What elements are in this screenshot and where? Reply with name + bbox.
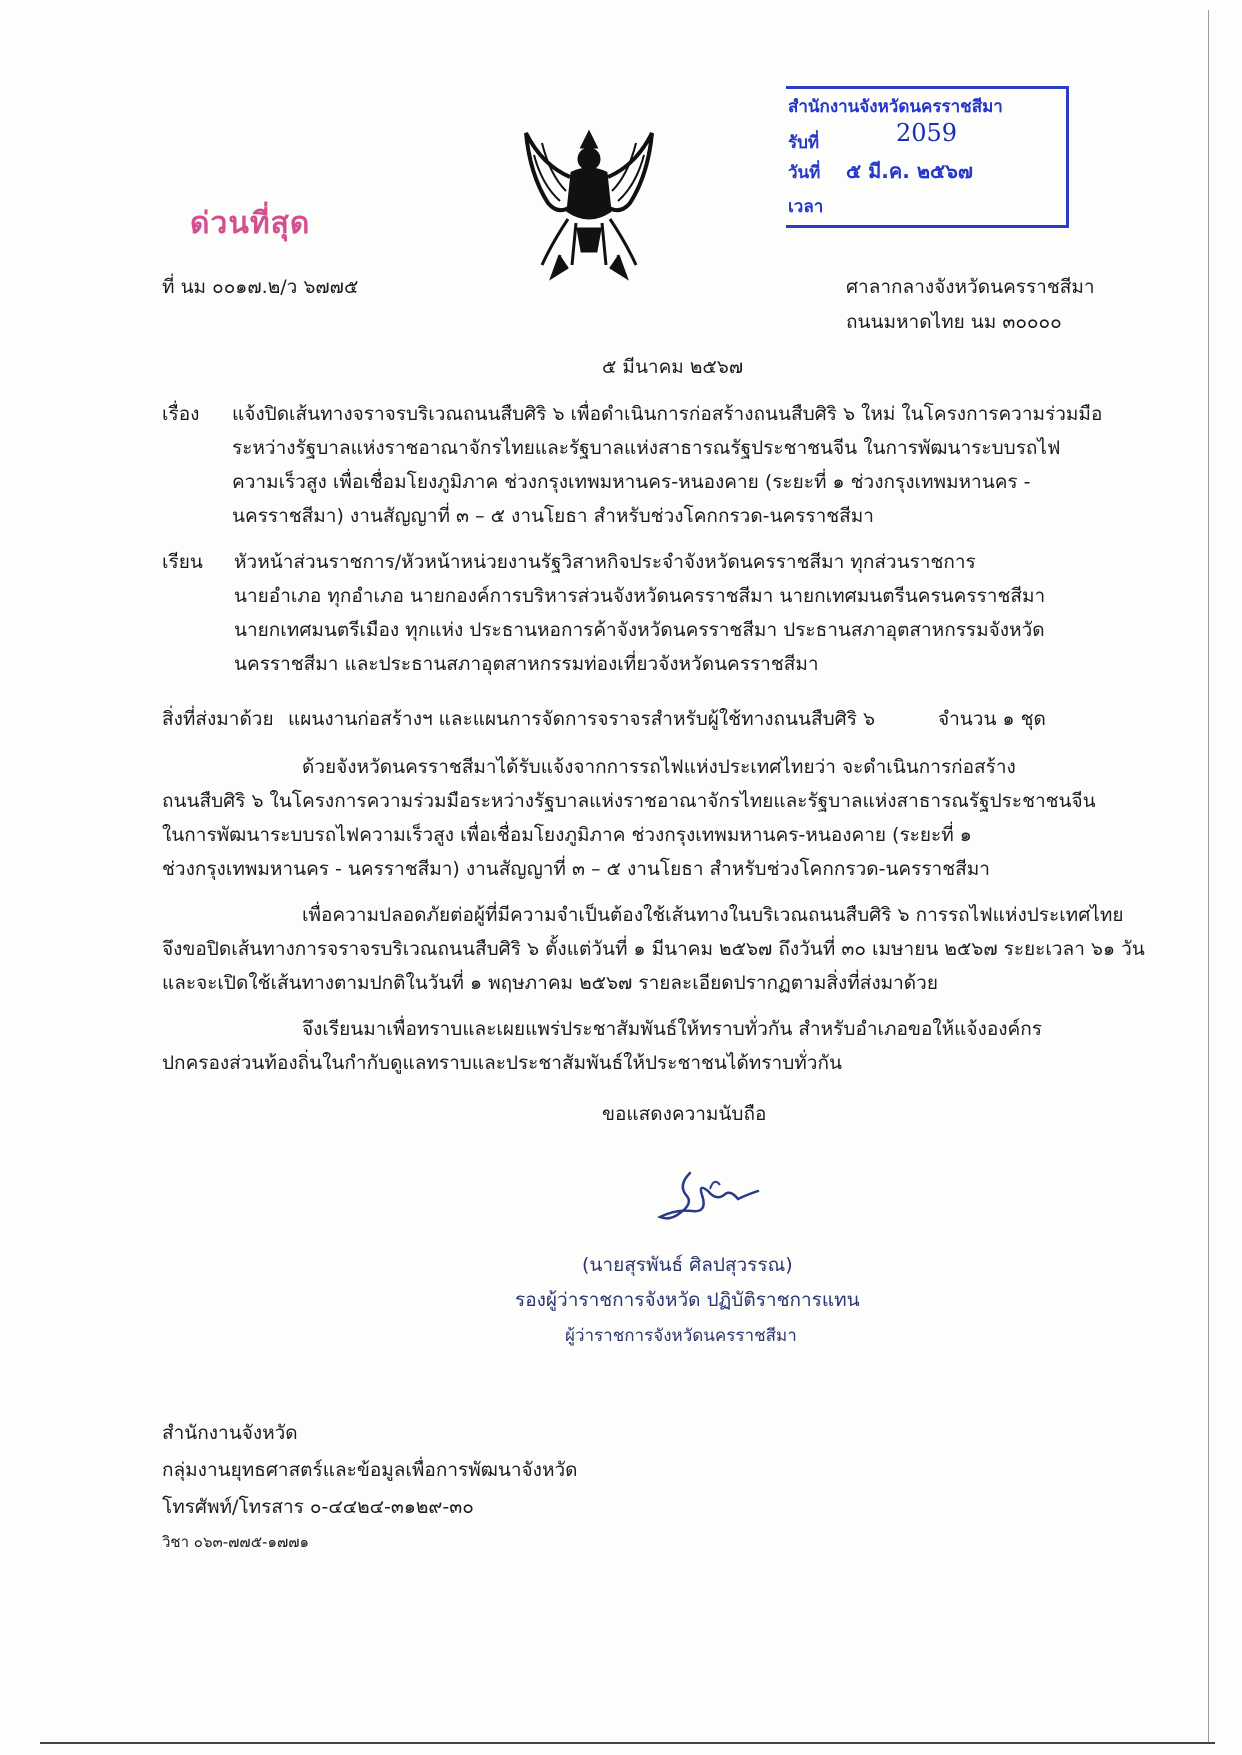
- signatory-name: (นายสุรพันธ์ ศิลปสุวรรณ): [582, 1254, 793, 1276]
- subject-line: แจ้งปิดเส้นทางจราจรบริเวณถนนสืบศิริ ๖ เพื่อดำเนินการก่อสร้างถนนสืบศิริ ๖ ใหม่ ในโครงการความร่วมมือ: [232, 403, 1103, 425]
- garuda-emblem-icon: [512, 125, 667, 285]
- signatory-position: รองผู้ว่าราชการจังหวัด ปฏิบัติราชการแทน: [515, 1289, 860, 1311]
- stamp-title: สำนักงานจังหวัดนครราชสีมา: [788, 97, 1003, 117]
- paragraph-line: จึงเรียนมาเพื่อทราบและเผยแพร่ประชาสัมพันธ์ให้ทราบทั่วกัน สำหรับอำเภอขอให้แจ้งองค์กร: [302, 1018, 1042, 1040]
- recipients-text: [234, 545, 1045, 681]
- footer-phone: โทรศัพท์/โทรสาร ๐-๔๔๒๔-๓๑๒๙-๓๐: [162, 1496, 474, 1518]
- enclosure-quantity: จำนวน ๑ ชุด: [938, 708, 1046, 730]
- subject-line: ระหว่างรัฐบาลแห่งราชอาณาจักรไทยและรัฐบาลแห่งสาธารณรัฐประชาชนจีน ในการพัฒนาระบบรถไฟ: [232, 437, 1061, 459]
- body-paragraph-1: [162, 750, 1096, 886]
- paragraph-line: ในการพัฒนาระบบรถไฟความเร็วสูง เพื่อเชื่อมโยงภูมิภาค ช่วงกรุงเทพมหานคร-หนองคาย (ระยะที่ ๑: [162, 824, 972, 846]
- stamp-number: 2059: [896, 119, 958, 147]
- body-paragraph-3: [162, 1012, 1042, 1080]
- stamp-date-label: วันที่: [788, 163, 821, 183]
- sender-address: ถนนมหาดไทย นม ๓๐๐๐๐: [846, 311, 1062, 333]
- paragraph-line: ถนนสืบศิริ ๖ ในโครงการความร่วมมือระหว่างรัฐบาลแห่งราชอาณาจักรไทยและรัฐบาลแห่งสาธารณรัฐประชาชนจีน: [162, 790, 1096, 812]
- enclosure-label: สิ่งที่ส่งมาด้วย: [162, 708, 274, 730]
- stamp-date: ๕ มี.ค. ๒๕๖๗: [846, 159, 973, 183]
- receipt-stamp: [786, 86, 1069, 228]
- paragraph-line: ด้วยจังหวัดนครราชสีมาได้รับแจ้งจากการรถไฟแห่งประเทศไทยว่า จะดำเนินการก่อสร้าง: [302, 756, 1016, 778]
- to-label: เรียน: [162, 551, 203, 573]
- stamp-number-label: รับที่: [788, 133, 820, 153]
- footer-group: กลุ่มงานยุทธศาสตร์และข้อมูลเพื่อการพัฒนาจังหวัด: [162, 1459, 578, 1481]
- recipient-line: นครราชสีมา และประธานสภาอุตสาหกรรมท่องเที่ยวจังหวัดนครราชสีมา: [234, 653, 819, 675]
- sender-office: ศาลากลางจังหวัดนครราชสีมา: [846, 276, 1095, 298]
- recipient-line: นายอำเภอ ทุกอำเภอ นายกองค์การบริหารส่วนจังหวัดนครราชสีมา นายกเทศมนตรีนครนครราชสีมา: [234, 585, 1046, 607]
- body-paragraph-2: [162, 898, 1145, 1000]
- letter-date: ๕ มีนาคม ๒๕๖๗: [602, 356, 744, 378]
- paragraph-line: เพื่อความปลอดภัยต่อผู้ที่มีความจำเป็นต้องใช้เส้นทางในบริเวณถนนสืบศิริ ๖ การรถไฟแห่งประเทศไทย: [302, 904, 1124, 926]
- scan-edge-bottom: [40, 1742, 1215, 1744]
- closing: ขอแสดงความนับถือ: [602, 1103, 767, 1125]
- scan-edge-right: [1208, 10, 1209, 1742]
- recipient-line: นายกเทศมนตรีเมือง ทุกแห่ง ประธานหอการค้าจังหวัดนครราชสีมา ประธานสภาอุตสาหกรรมจังหวัด: [234, 619, 1045, 641]
- signatory-position-2: ผู้ว่าราชการจังหวัดนครราชสีมา: [565, 1326, 797, 1346]
- reference-number: ที่ นม ๐๐๑๗.๒/ว ๖๗๗๕: [162, 276, 359, 298]
- subject-label: เรื่อง: [162, 403, 200, 425]
- subject-line: ความเร็วสูง เพื่อเชื่อมโยงภูมิภาค ช่วงกรุงเทพมหานคร-หนองคาย (ระยะที่ ๑ ช่วงกรุงเทพมหานคร -: [232, 471, 1031, 493]
- paragraph-line: และจะเปิดใช้เส้นทางตามปกติในวันที่ ๑ พฤษภาคม ๒๕๖๗ รายละเอียดปรากฏตามสิ่งที่ส่งมาด้วย: [162, 972, 938, 994]
- subject-text: [232, 397, 1102, 533]
- paragraph-line: ช่วงกรุงเทพมหานคร - นครราชสีมา) งานสัญญาที่ ๓ – ๕ งานโยธา สำหรับช่วงโคกกรวด-นครราชสีมา: [162, 858, 990, 880]
- footer-wicha: วิชา ๐๖๓-๗๗๕-๑๗๗๑: [162, 1533, 310, 1551]
- signature-icon: [650, 1165, 770, 1235]
- stamp-time-label: เวลา: [788, 197, 824, 217]
- footer-office: สำนักงานจังหวัด: [162, 1422, 298, 1444]
- enclosure-text: แผนงานก่อสร้างฯ และแผนการจัดการจราจรสำหรับผู้ใช้ทางถนนสืบศิริ ๖: [288, 708, 876, 730]
- urgency-stamp: ด่วนที่สุด: [190, 206, 311, 241]
- subject-line: นครราชสีมา) งานสัญญาที่ ๓ – ๕ งานโยธา สำหรับช่วงโคกกรวด-นครราชสีมา: [232, 505, 874, 527]
- paragraph-line: จึงขอปิดเส้นทางการจราจรบริเวณถนนสืบศิริ ๖ ตั้งแต่วันที่ ๑ มีนาคม ๒๕๖๗ ถึงวันที่ ๓๐ เมษายน ๒๕๖๗ ระยะเวลา ๖๑ วัน: [162, 938, 1145, 960]
- paragraph-line: ปกครองส่วนท้องถิ่นในกำกับดูแลทราบและประชาสัมพันธ์ให้ประชาชนได้ทราบทั่วกัน: [162, 1052, 842, 1074]
- recipient-line: หัวหน้าส่วนราชการ/หัวหน้าหน่วยงานรัฐวิสาหกิจประจำจังหวัดนครราชสีมา ทุกส่วนราชการ: [234, 551, 976, 573]
